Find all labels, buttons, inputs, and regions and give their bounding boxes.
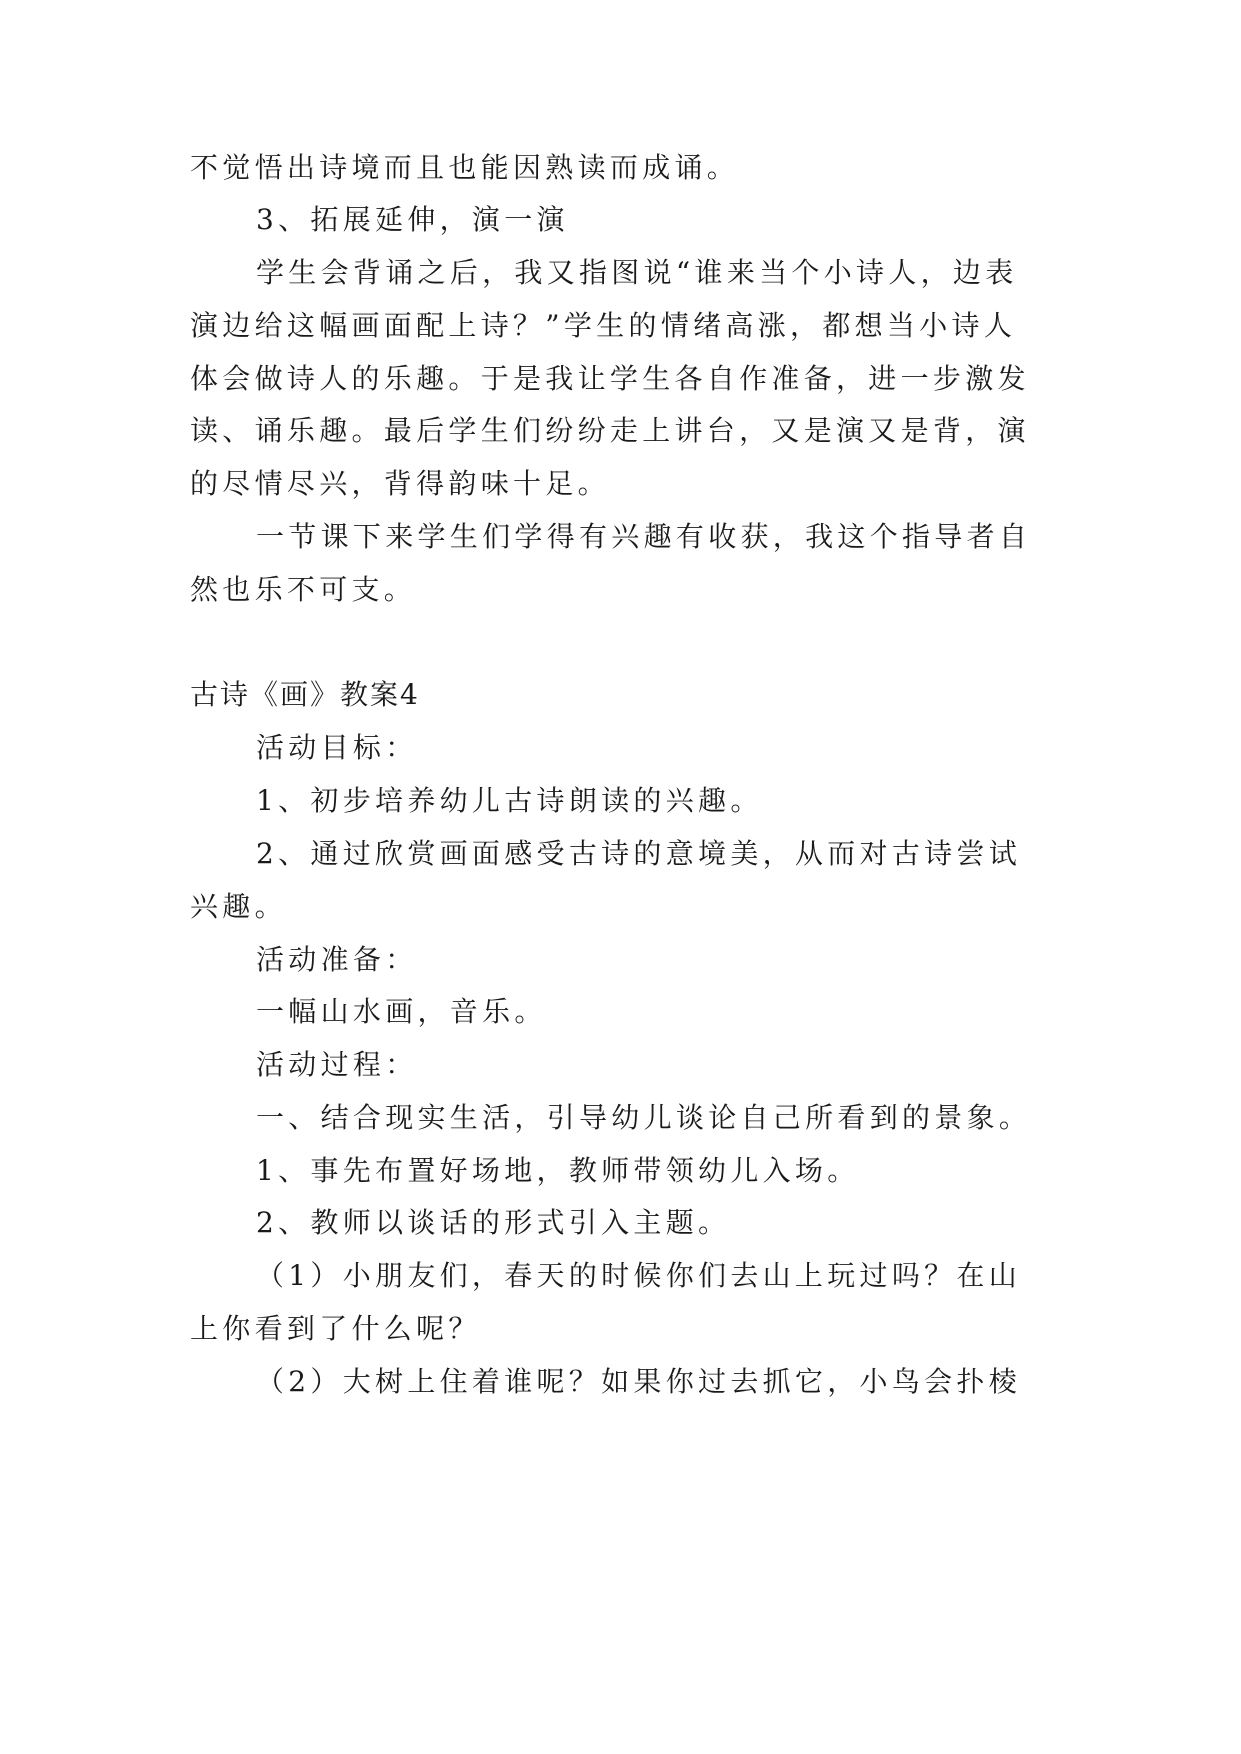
step-heading: 一、结合现实生活，引导幼儿谈论自己所看到的景象。 [256,1101,1032,1134]
subheading-expand: 3、拓展延伸，演一演 [256,203,569,236]
label-activity-goals: 活动目标： [256,731,418,764]
paragraph-line: 一幅山水画，音乐。 [256,995,547,1028]
paragraph-line: 读、诵乐趣。最后学生们纷纷走上讲台，又是演又是背，演 [190,414,1030,447]
paragraph-line: 学生会背诵之后，我又指图说“谁来当个小诗人，边表 [256,256,1018,289]
list-item: （2）大树上住着谁呢？如果你过去抓它，小鸟会扑棱 [256,1365,1022,1398]
list-item: 2、教师以谈话的形式引入主题。 [256,1206,731,1239]
label-activity-prep: 活动准备： [256,943,418,976]
paragraph-line: 不觉悟出诗境而且也能因熟读而成诵。 [190,151,740,184]
list-item-continuation: 上你看到了什么呢？ [190,1312,481,1345]
paragraph-line: 然也乐不可支。 [190,573,417,606]
paragraph-line: 体会做诗人的乐趣。于是我让学生各自作准备，进一步激发 [190,362,1030,395]
paragraph-line: 演边给这幅画面配上诗？”学生的情绪高涨，都想当小诗人 [190,309,1017,342]
list-item: 1、事先布置好场地，教师带领幼儿入场。 [256,1154,860,1187]
paragraph-line: 的尽情尽兴，背得韵味十足。 [190,467,610,500]
section-title: 古诗《画》教案4 [190,678,420,711]
list-item: 1、初步培养幼儿古诗朗读的兴趣。 [256,784,763,817]
list-item: （1）小朋友们，春天的时候你们去山上玩过吗？在山 [256,1259,1022,1292]
paragraph-line: 一节课下来学生们学得有兴趣有收获，我这个指导者自 [256,520,1032,553]
list-item-continuation: 兴趣。 [190,890,287,923]
list-item: 2、通过欣赏画面感受古诗的意境美，从而对古诗尝试 [256,837,1022,870]
label-activity-process: 活动过程： [256,1048,418,1081]
